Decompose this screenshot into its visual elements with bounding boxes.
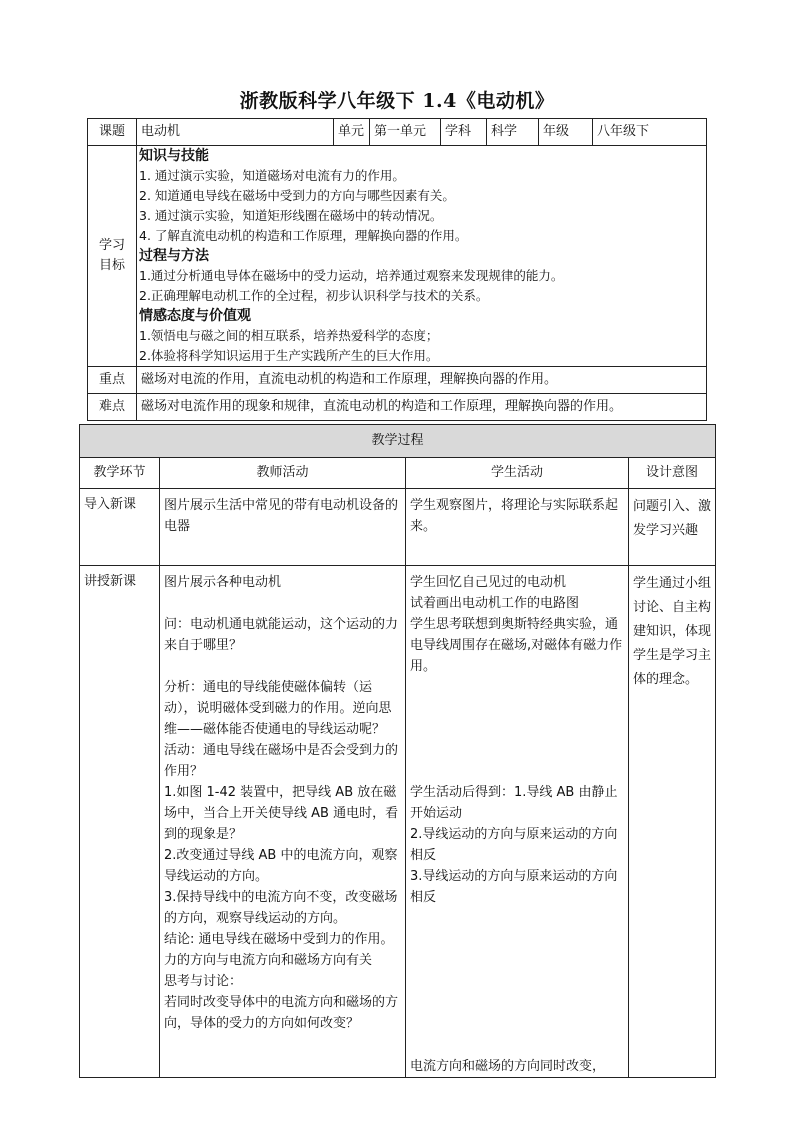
goals-row <box>88 146 707 367</box>
goals-content <box>137 146 707 367</box>
document-title: 浙教版科学八年级下 1.4《电动机》 <box>239 90 555 112</box>
attitude-item: 2.体验将科学知识运用于生产实践所产生的巨大作用。 <box>139 348 439 363</box>
knowledge-item: 3. 通过演示实验，知道矩形线圈在磁场中的转动情况。 <box>139 208 443 223</box>
knowledge-item: 4. 了解直流电动机的构造和工作原理，理解换向器的作用。 <box>139 228 468 243</box>
grade-value: 八年级下 <box>593 119 707 146</box>
method-item: 2.正确理解电动机工作的全过程，初步认识科学与技术的关系。 <box>139 288 489 303</box>
process-title: 教学过程 <box>80 425 716 458</box>
grade-label: 年级 <box>539 119 593 146</box>
difficulty-row <box>88 394 707 421</box>
student-intro: 学生观察图片，将理论与实际联系起来。 <box>406 489 629 566</box>
method-item: 1.通过分析通电导体在磁场中的受力运动，培养通过观察来发现规律的能力。 <box>139 268 564 283</box>
intent-intro: 问题引入、激发学习兴趣 <box>629 489 716 566</box>
key-label: 重点 <box>88 367 137 394</box>
header-intent: 设计意图 <box>629 458 716 489</box>
process-row-intro <box>80 489 716 566</box>
difficulty-text: 磁场对电流作用的现象和规律，直流电动机的构造和工作原理，理解换向器的作用。 <box>137 394 707 421</box>
subject-label: 学科 <box>441 119 487 146</box>
knowledge-heading: 知识与技能 <box>139 148 209 164</box>
student-new-lesson: 学生回忆自己见过的电动机 试着画出电动机工作的电路图 学生思考联想到奥斯特经典实验，通电导线周围存在磁场,对磁体有磁力作用。 学生活动后得到：1.导线 AB 由静止开始运动 2.导线运动的方向与原来运动的方向相反 3.导线运动的方向与原来运动的方向相反 电流方向和磁场的方向同时改变， <box>406 566 629 1078</box>
attitude-heading: 情感态度与价值观 <box>139 308 251 324</box>
subject-value: 科学 <box>487 119 539 146</box>
header-student: 学生活动 <box>406 458 629 489</box>
key-text: 磁场对电流的作用，直流电动机的构造和工作原理，理解换向器的作用。 <box>137 367 707 394</box>
course-label: 课题 <box>88 119 137 146</box>
attitude-item: 1.领悟电与磁之间的相互联系，培养热爱科学的态度； <box>139 328 439 343</box>
knowledge-item: 1. 通过演示实验，知道磁场对电流有力的作用。 <box>139 168 405 183</box>
unit-label: 单元 <box>334 119 370 146</box>
intent-new-lesson: 学生通过小组讨论、自主构建知识，体现学生是学习主体的理念。 <box>629 566 716 1078</box>
teacher-new-lesson: 图片展示各种电动机 问：电动机通电就能运动，这个运动的力来自于哪里？ 分析：通电的导线能使磁体偏转（运动），说明磁体受到磁力的作用。逆向思维——磁体能否使通电的导线运动呢？ 活动：通电导线在磁场中是否会受到力的作用？ 1.如图 1-42 装置中，把导线 AB 放在磁场中，当合上开关使导线 AB 通电时，看到的现象是？ 2.改变通过导线 AB 中的电流方向，观察导线运动的方向。 3.保持导线中的电流方向不变，改变磁场的方向，观察导线运动的方向。 结论: 通电导线在磁场中受到力的作用。力的方向与电流方向和磁场方向有关 思考与讨论： 若同时改变导体中的电流方向和磁场的方向，导体的受力的方向如何改变？ <box>160 566 406 1078</box>
difficulty-label: 难点 <box>88 394 137 421</box>
goals-label: 学习 目标 <box>88 146 137 367</box>
teacher-intro: 图片展示生活中常见的带有电动机设备的电器 <box>160 489 406 566</box>
header-teacher: 教师活动 <box>160 458 406 489</box>
header-stage: 教学环节 <box>80 458 160 489</box>
process-band <box>80 425 716 458</box>
stage-intro: 导入新课 <box>80 489 160 566</box>
knowledge-item: 2. 知道通电导线在磁场中受到力的方向与哪些因素有关。 <box>139 188 455 203</box>
info-row <box>88 119 707 146</box>
teaching-process-table <box>79 424 716 1078</box>
process-header-row <box>80 458 716 489</box>
key-points-row <box>88 367 707 394</box>
course-value: 电动机 <box>137 119 334 146</box>
lesson-info-table <box>87 118 707 421</box>
unit-value: 第一单元 <box>370 119 441 146</box>
process-row-new-lesson <box>80 566 716 1078</box>
method-heading: 过程与方法 <box>139 248 209 264</box>
stage-new-lesson: 讲授新课 <box>80 566 160 1078</box>
